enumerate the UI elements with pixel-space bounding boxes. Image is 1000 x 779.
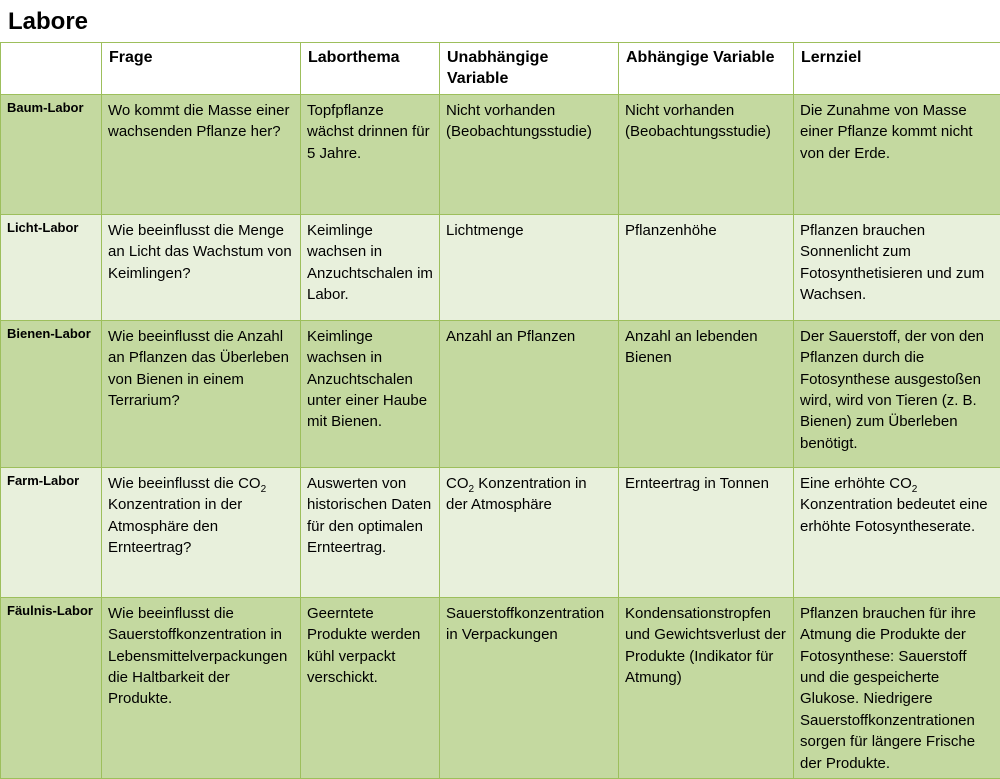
variable-text-pre: CO <box>446 475 469 492</box>
header-abhaengige-variable: Abhängige Variable <box>619 43 794 95</box>
cell-unabhaengige-variable: Anzahl an Pflanzen <box>440 320 619 467</box>
cell-unabhaengige-variable: Sauerstoffkonzentration in Verpackungen <box>440 597 619 778</box>
header-unabhaengige-variable: Unabhängige Variable <box>440 43 619 95</box>
cell-frage: Wie beeinflusst die Anzahl an Pflanzen das Überleben von Bienen in einem Terrarium? <box>102 320 301 467</box>
table-row <box>1 597 1000 778</box>
cell-lernziel: Pflanzen brauchen für ihre Atmung die Produkte der Fotosynthese: Sauerstoff und die gespeicherte Glukose. Niedrigere Sauerstoffkonzentrationen sorgen für längere Frische der Produkte. <box>794 597 1000 778</box>
lernziel-subscript: 2 <box>912 484 918 495</box>
cell-abhaengige-variable: Pflanzenhöhe <box>619 214 794 320</box>
cell-laborthema: Auswerten von historischen Daten für den optimalen Ernteertrag. <box>301 467 440 597</box>
cell-frage: Wie beeinflusst die Menge an Licht das Wachstum von Keimlingen? <box>102 214 301 320</box>
lernziel-text-post: Konzentration bedeutet eine erhöhte Fotosyntheserate. <box>800 496 988 534</box>
header-laborthema: Laborthema <box>301 43 440 95</box>
cell-lernziel: Die Zunahme von Masse einer Pflanze kommt nicht von der Erde. <box>794 94 1000 214</box>
cell-laborthema: Keimlinge wachsen in Anzuchtschalen unter einer Haube mit Bienen. <box>301 320 440 467</box>
header-row <box>1 43 1000 95</box>
header-lernziel: Lernziel <box>794 43 1000 95</box>
cell-frage: Wie beeinflusst die Sauerstoffkonzentration in Lebensmittelverpackungen die Haltbarkeit der Produkte. <box>102 597 301 778</box>
header-corner <box>1 43 102 95</box>
header-frage: Frage <box>102 43 301 95</box>
table-row <box>1 94 1000 214</box>
row-label: Licht-Labor <box>1 214 102 320</box>
cell-unabhaengige-variable: Lichtmenge <box>440 214 619 320</box>
cell-lernziel: Pflanzen brauchen Sonnenlicht zum Fotosynthetisieren und zum Wachsen. <box>794 214 1000 320</box>
cell-abhaengige-variable: Nicht vorhanden (Beobachtungsstudie) <box>619 94 794 214</box>
frage-text-pre: Wie beeinflusst die CO <box>108 475 261 492</box>
row-label: Bienen-Labor <box>1 320 102 467</box>
cell-laborthema: Topfpflanze wächst drinnen für 5 Jahre. <box>301 94 440 214</box>
lernziel-text-pre: Eine erhöhte CO <box>800 475 912 492</box>
cell-laborthema: Geerntete Produkte werden kühl verpackt verschickt. <box>301 597 440 778</box>
labs-table <box>0 42 1000 779</box>
table-row <box>1 214 1000 320</box>
page-title: Labore <box>8 6 88 38</box>
row-label: Fäulnis-Labor <box>1 597 102 778</box>
cell-lernziel <box>794 467 1000 597</box>
cell-frage: Wo kommt die Masse einer wachsenden Pflanze her? <box>102 94 301 214</box>
table-row <box>1 320 1000 467</box>
variable-subscript: 2 <box>469 484 475 495</box>
cell-laborthema: Keimlinge wachsen in Anzuchtschalen im Labor. <box>301 214 440 320</box>
cell-frage <box>102 467 301 597</box>
variable-text-post: Konzentration in der Atmosphäre <box>446 475 587 513</box>
frage-text-post: Konzentration in der Atmosphäre den Ernteertrag? <box>108 496 242 556</box>
frage-subscript: 2 <box>261 484 267 495</box>
cell-unabhaengige-variable <box>440 467 619 597</box>
cell-abhaengige-variable: Kondensationstropfen und Gewichtsverlust der Produkte (Indikator für Atmung) <box>619 597 794 778</box>
table-row <box>1 467 1000 597</box>
cell-abhaengige-variable: Ernteertrag in Tonnen <box>619 467 794 597</box>
row-label: Farm-Labor <box>1 467 102 597</box>
cell-lernziel: Der Sauerstoff, der von den Pflanzen durch die Fotosynthese ausgestoßen wird, wird von Tieren (z. B. Bienen) zum Überleben benötigt. <box>794 320 1000 467</box>
cell-abhaengige-variable: Anzahl an lebenden Bienen <box>619 320 794 467</box>
row-label: Baum-Labor <box>1 94 102 214</box>
cell-unabhaengige-variable: Nicht vorhanden (Beobachtungsstudie) <box>440 94 619 214</box>
